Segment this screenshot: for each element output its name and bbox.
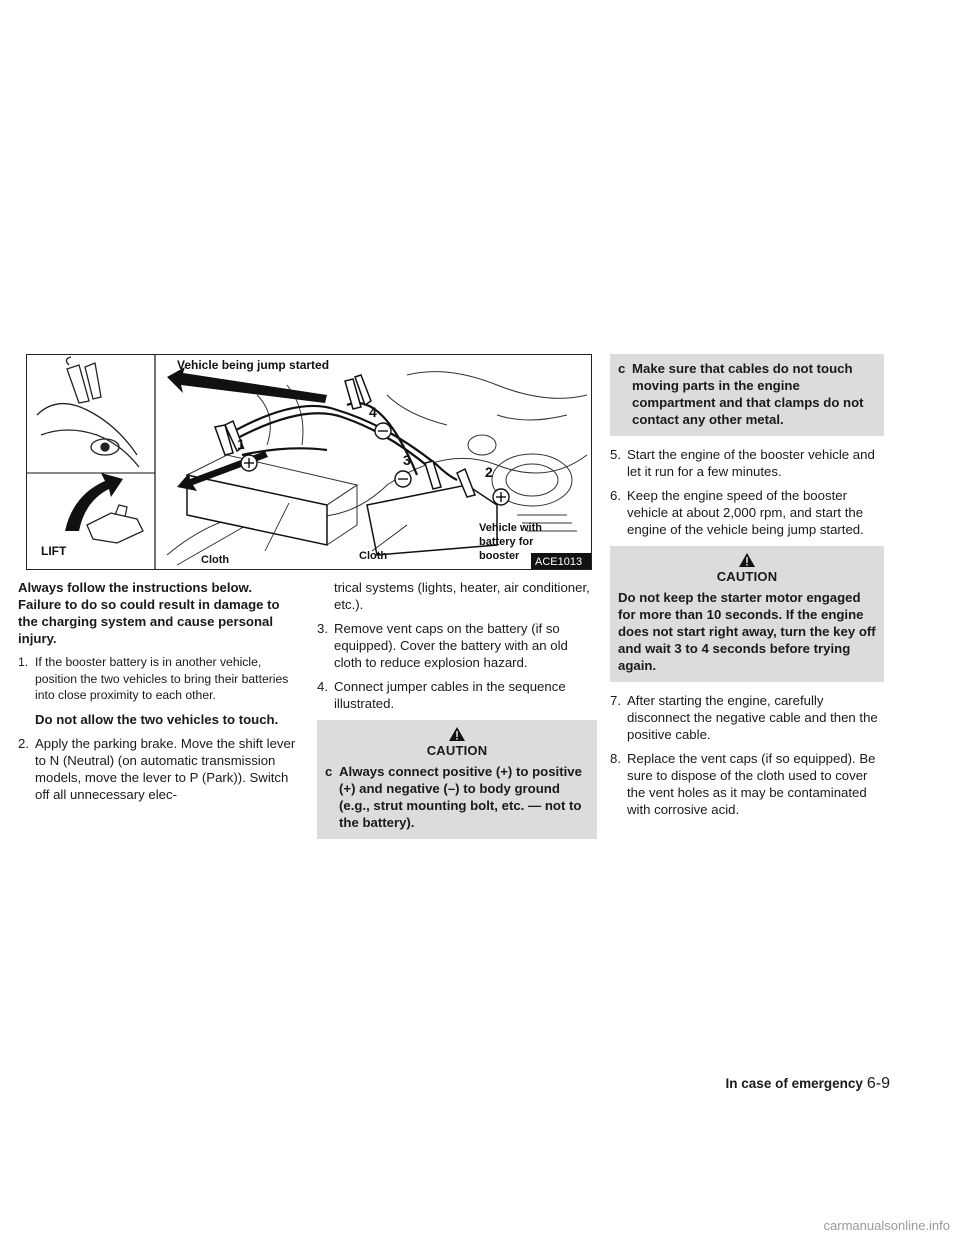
sequence-number-1: 1 [237,436,245,452]
step-number: 4. [317,679,328,694]
figure-code: ACE1013 [535,556,583,568]
step-1-note: Do not allow the two vehicles to touch. [35,711,279,727]
step-5 [610,446,884,480]
step-text: Keep the engine speed of the booster vehicle at about 2,000 rpm, and start the engine of the vehicle being jump started. [627,488,864,537]
booster-label-line1: Vehicle with [479,522,542,534]
step-number: 3. [317,621,328,636]
warning-triangle-icon [448,726,466,742]
step-1 [18,654,298,704]
jump-start-diagram [27,355,591,569]
bullet-mark: c [325,764,333,779]
lift-label: LIFT [41,544,67,558]
column-left [18,579,298,810]
caution-header [325,726,589,759]
step-number: 2. [18,735,29,751]
caution-bullet [325,763,589,831]
step-number: 6. [610,488,621,503]
page-number: 6-9 [866,1075,890,1092]
column-right [610,354,884,825]
watermark: carmanualsonline.info [823,1218,950,1233]
caution-title: CAUTION [426,743,488,758]
jump-start-illustration [26,354,592,570]
sequence-number-3: 3 [403,452,411,468]
vent-cap-detail [37,357,139,467]
caution-box-starter [610,546,884,682]
step-text: Remove vent caps on the battery (if so equipped). Cover the battery with an old cloth to reduce explosion hazard. [334,621,568,670]
caution-header [618,552,876,585]
column-middle [317,579,597,849]
jump-started-label: Vehicle being jump started [177,358,330,372]
step-2-continued: trical systems (lights, heater, air conditioner, etc.). [334,580,590,612]
intro-warning: Always follow the instructions below. Failure to do so could result in damage to the charging system and cause personal injury. [18,580,280,646]
step-number: 8. [610,751,621,766]
section-name: In case of emergency [725,1076,863,1091]
caution-text: Do not keep the starter motor engaged for more than 10 seconds. If the engine does not start right away, turn the key off and wait 3 to 4 seconds before trying again. [618,590,876,673]
sequence-number-4: 4 [369,404,377,420]
step-4 [317,678,597,712]
caution-bullet [618,360,876,428]
caution-box-cables [610,354,884,436]
step-8 [610,750,884,818]
step-text: Replace the vent caps (if so equipped). Be sure to dispose of the cloth used to cover the vent holes as it may be contaminated with corrosive acid. [627,751,876,817]
step-text: Connect jumper cables in the sequence illustrated. [334,679,566,711]
jumper-cables [227,403,457,480]
step-number: 7. [610,693,621,708]
step-3 [317,620,597,671]
step-text: If the booster battery is in another vehicle, position the two vehicles to bring their batteries into close proximity to each other. [35,655,289,702]
lift-detail [41,473,143,558]
booster-label-line3: booster [479,550,520,562]
step-number: 1. [18,655,29,669]
caution-text: Make sure that cables do not touch moving parts in the engine compartment and that clamps do not contact any other metal. [632,361,864,427]
sequence-number-2: 2 [485,464,493,480]
cloth-label-right: Cloth [359,550,388,562]
caution-title: CAUTION [716,569,778,584]
step-2 [18,735,298,803]
step-6 [610,487,884,538]
step-7 [610,692,884,743]
step-text: Start the engine of the booster vehicle and let it run for a few minutes. [627,447,875,479]
caution-text: Always connect positive (+) to positive (+) and negative (–) to body ground (e.g., strut mounting bolt, etc. — not to the battery). [339,764,582,830]
caution-box-polarity [317,720,597,839]
booster-label-line2: battery for [479,536,534,548]
step-number: 5. [610,447,621,462]
page-footer [720,1075,890,1093]
bullet-mark: c [618,361,626,376]
cloth-label-left: Cloth [201,554,230,566]
step-text: Apply the parking brake. Move the shift lever to N (Neutral) (on automatic transmission models, move the lever to P (Park)). Switch off all unnecessary elec- [35,735,296,802]
step-text: After starting the engine, carefully disconnect the negative cable and then the positive cable. [627,693,878,742]
warning-triangle-icon [738,552,756,568]
